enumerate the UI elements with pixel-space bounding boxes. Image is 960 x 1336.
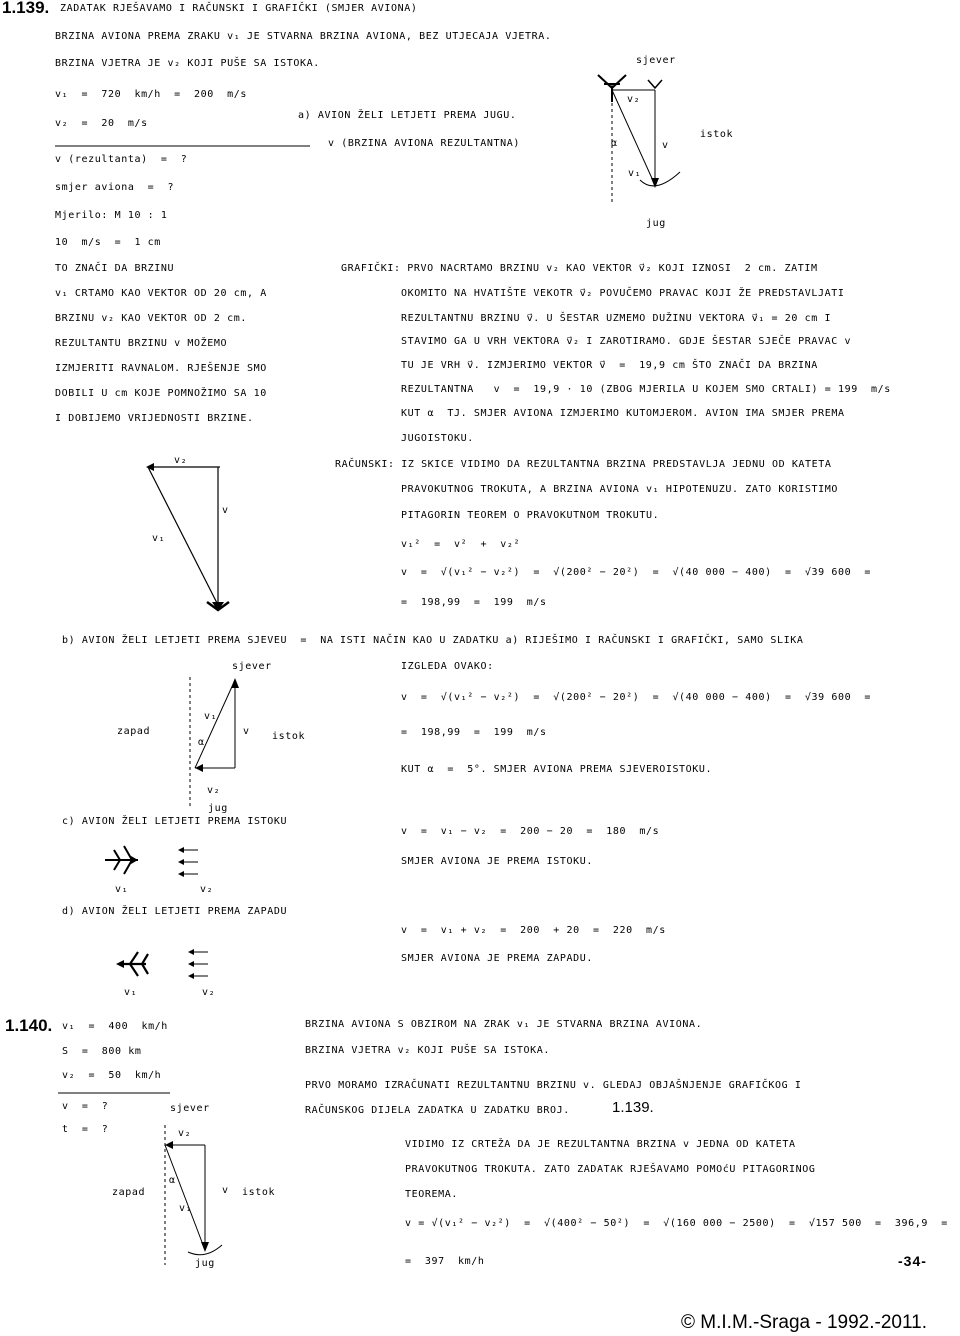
root-equation: v = √(v₁² − v₂²) = √(400² − 50²) = √(160 000 − 2500) = √157 500 = 396,9 =: [405, 1218, 948, 1229]
east-label: istok: [700, 129, 734, 140]
angle-label: α: [169, 1175, 176, 1186]
angle-label: α: [198, 737, 205, 748]
given-v1: v₁ = 720 km/h = 200 m/s: [55, 89, 247, 100]
statement-line: BRZINA VJETRA JE v₂ KOJI PUŠE SA ISTOKA.: [55, 58, 320, 69]
problem-140-vector-diagram: [150, 1120, 240, 1270]
explanation-line: I DOBIJEMO VRIJEDNOSTI BRZINE.: [55, 413, 254, 424]
west-label: zapad: [117, 726, 151, 737]
explanation-line: v₁ CRTAMO KAO VEKTOR OD 20 cm, A: [55, 288, 267, 299]
given-v1: v₁ = 400 km/h: [62, 1021, 168, 1032]
east-label: istok: [272, 731, 306, 742]
given-time: t = ?: [62, 1124, 109, 1135]
graphical-line: JUGOISTOKU.: [401, 433, 474, 444]
east-plane-diagram: [100, 840, 230, 890]
given-underline: [55, 145, 315, 147]
vector-v2-label: v₂: [207, 785, 221, 796]
sum-equation: v = v₁ + v₂ = 200 + 20 = 220 m/s: [401, 925, 666, 936]
vector-v2-label: v₂: [174, 455, 188, 466]
vector-v1-label: v₁: [628, 168, 642, 179]
vector-v1-label: v₁: [124, 987, 138, 998]
direction-result: SMJER AVIONA JE PREMA ISTOKU.: [401, 856, 593, 867]
triangle-vector-diagram: [140, 455, 260, 625]
case-c-text: c) AVION ŽELI LETJETI PREMA ISTOKU: [62, 816, 288, 827]
root-equation: v = √(v₁² − v₂²) = √(200² − 20²) = √(40 000 − 400) = √39 600 =: [401, 692, 872, 703]
vector-v1-label: v₁: [152, 533, 166, 544]
given-distance: S = 800 km: [62, 1046, 142, 1057]
vector-v2-label: v₂: [202, 987, 216, 998]
graphical-line: KUT α TJ. SMJER AVIONA IZMJERIMO KUTOMJEROM. AVION IMA SMJER PREMA: [401, 408, 845, 419]
vector-v-label: v: [243, 726, 250, 737]
statement-line: PRVO MORAMO IZRAČUNATI REZULTANTNU BRZINU v. GLEDAJ OBJAŠNJENJE GRAFIČKOG I: [305, 1080, 802, 1091]
given-direction: smjer aviona = ?: [55, 182, 175, 193]
explanation-line: IZMJERITI RAVNALOM. RJEŠENJE SMO: [55, 363, 267, 374]
angle-label: α: [611, 138, 618, 149]
problem-heading: ZADATAK RJEŠAVAMO I RAČUNSKI I GRAFIČKI (SMJER AVIONA): [60, 3, 418, 14]
explanation-line: REZULTANTU BRZINU v MOŽEMO: [55, 338, 228, 349]
vector-v2-label: v₂: [178, 1128, 192, 1139]
case-a-text: a) AVION ŽELI LETJETI PREMA JUGU.: [298, 110, 517, 121]
north-vector-diagram: [180, 672, 260, 812]
graphical-line: REZULTANTNU BRZINU v⃗. U ŠESTAR UZMEMO DUŽINU VEKTORA v⃗₁ = 20 cm I: [401, 313, 832, 324]
calculation-line: PITAGORIN TEOREM O PRAVOKUTNOM TROKUTU.: [401, 510, 660, 521]
given-resultant: v (rezultanta) = ?: [55, 154, 188, 165]
difference-equation: v = v₁ − v₂ = 200 − 20 = 180 m/s: [401, 826, 660, 837]
given-underline: [58, 1092, 178, 1094]
north-label: sjever: [170, 1103, 210, 1114]
explanation-line: BRZINU v₂ KAO VEKTOR OD 2 cm.: [55, 313, 247, 324]
angle-result: KUT α = 5°. SMJER AVIONA PREMA SJEVEROISTOKU.: [401, 764, 713, 775]
north-label: sjever: [232, 661, 272, 672]
scale-equation: 10 m/s = 1 cm: [55, 237, 161, 248]
problem-number: 1.140.: [5, 1016, 53, 1035]
vector-v2-label: v₂: [627, 94, 641, 105]
west-label: zapad: [112, 1187, 146, 1198]
graphical-line: GRAFIČKI: PRVO NACRTAMO BRZINU v₂ KAO VEKTOR v⃗₂ KOJI IZNOSI 2 cm. ZATIM: [341, 263, 818, 274]
case-d-text: d) AVION ŽELI LETJETI PREMA ZAPADU: [62, 906, 288, 917]
graphical-line: OKOMITO NA HVATIŠTE VEKOTR v⃗₂ POVUČEMO PRAVAC KOJI ŽE PREDSTAVLJATI: [401, 288, 845, 299]
statement-line: TEOREMA.: [405, 1189, 458, 1200]
pythagoras-equation: v₁² = v² + v₂²: [401, 539, 521, 550]
result-equation: = 198,99 = 199 m/s: [401, 597, 547, 608]
explanation-line: DOBILI U cm KOJE POMNOŽIMO SA 10: [55, 388, 267, 399]
problem-reference: 1.139.: [612, 1099, 654, 1116]
calculation-line: PRAVOKUTNOG TROKUTA, A BRZINA AVIONA v₁ HIPOTENUZU. ZATO KORISTIMO: [401, 484, 838, 495]
case-b-text: b) AVION ŽELI LETJETI PREMA SJEVEU = NA ISTI NAČIN KAO U ZADATKU a) RIJEŠIMO I RAČUNSKI I GRAFIČKI, SAMO SLIKA: [62, 635, 804, 646]
statement-line: PRAVOKUTNOG TROKUTA. ZATO ZADATAK RJEŠAVAMO POMOćU PITAGORINOG: [405, 1164, 816, 1175]
compass-vector-diagram: [590, 70, 710, 220]
graphical-line: REZULTANTNA v = 19,9 · 10 (ZBOG MJERILA U KOJEM SMO CRTALI) = 199 m/s: [401, 384, 891, 395]
case-b-text: IZGLEDA OVAKO:: [401, 661, 494, 672]
graphical-line: TU JE VRH v⃗. IZMJERIMO VEKTOR v⃗ = 19,9 cm ŠTO ZNAČI DA BRZINA: [401, 360, 818, 371]
scale-label: Mjerilo: M 10 : 1: [55, 210, 168, 221]
vector-v-label: v: [222, 505, 229, 516]
vector-v2-label: v₂: [200, 884, 214, 895]
given-v2: v₂ = 20 m/s: [55, 118, 148, 129]
vector-v1-label: v₁: [204, 711, 218, 722]
south-label: jug: [208, 803, 228, 814]
statement-line: VIDIMO IZ CRTEŽA DA JE REZULTANTNA BRZINA v JEDNA OD KATETA: [405, 1139, 796, 1150]
north-label: sjever: [636, 55, 676, 66]
statement-line: BRZINA AVIONA PREMA ZRAKU v₁ JE STVARNA BRZINA AVIONA, BEZ UTJECAJA VJETRA.: [55, 31, 552, 42]
vector-v1-label: v₁: [115, 884, 129, 895]
result-equation: = 198,99 = 199 m/s: [401, 727, 547, 738]
direction-result: SMJER AVIONA JE PREMA ZAPADU.: [401, 953, 593, 964]
explanation-line: TO ZNAČI DA BRZINU: [55, 263, 175, 274]
south-label: jug: [195, 1258, 215, 1269]
statement-line: RAČUNSKOG DIJELA ZADATKA U ZADATKU BROJ.: [305, 1105, 570, 1116]
problem-number: 1.139.: [2, 0, 50, 17]
statement-line: BRZINA AVIONA S OBZIROM NA ZRAK v₁ JE STVARNA BRZINA AVIONA.: [305, 1019, 703, 1030]
vector-v1-label: v₁: [179, 1203, 193, 1214]
graphical-line: STAVIMO GA U VRH VEKTORA v⃗₂ I ZAROTIRAMO. GDJE ŠESTAR SJEČE PRAVAC v: [401, 336, 852, 347]
east-label: istok: [242, 1187, 276, 1198]
given-v2: v₂ = 50 km/h: [62, 1070, 162, 1081]
copyright-footer: © M.I.M.-Sraga - 1992.-2011.: [681, 1312, 927, 1333]
calculation-line: RAČUNSKI: IZ SKICE VIDIMO DA REZULTANTNA BRZINA PREDSTAVLJA JEDNU OD KATETA: [335, 459, 832, 470]
root-equation: v = √(v₁² − v₂²) = √(200² − 20²) = √(40 000 − 400) = √39 600 =: [401, 567, 872, 578]
case-a-text: v (BRZINA AVIONA REZULTANTNA): [328, 138, 520, 149]
south-label: jug: [646, 218, 666, 229]
page-number: -34-: [898, 1253, 927, 1269]
vector-v-label: v: [222, 1185, 229, 1196]
statement-line: BRZINA VJETRA v₂ KOJI PUŠE SA ISTOKA.: [305, 1045, 550, 1056]
vector-v-label: v: [662, 140, 669, 151]
result-equation: = 397 km/h: [405, 1256, 485, 1267]
given-resultant: v = ?: [62, 1101, 109, 1112]
